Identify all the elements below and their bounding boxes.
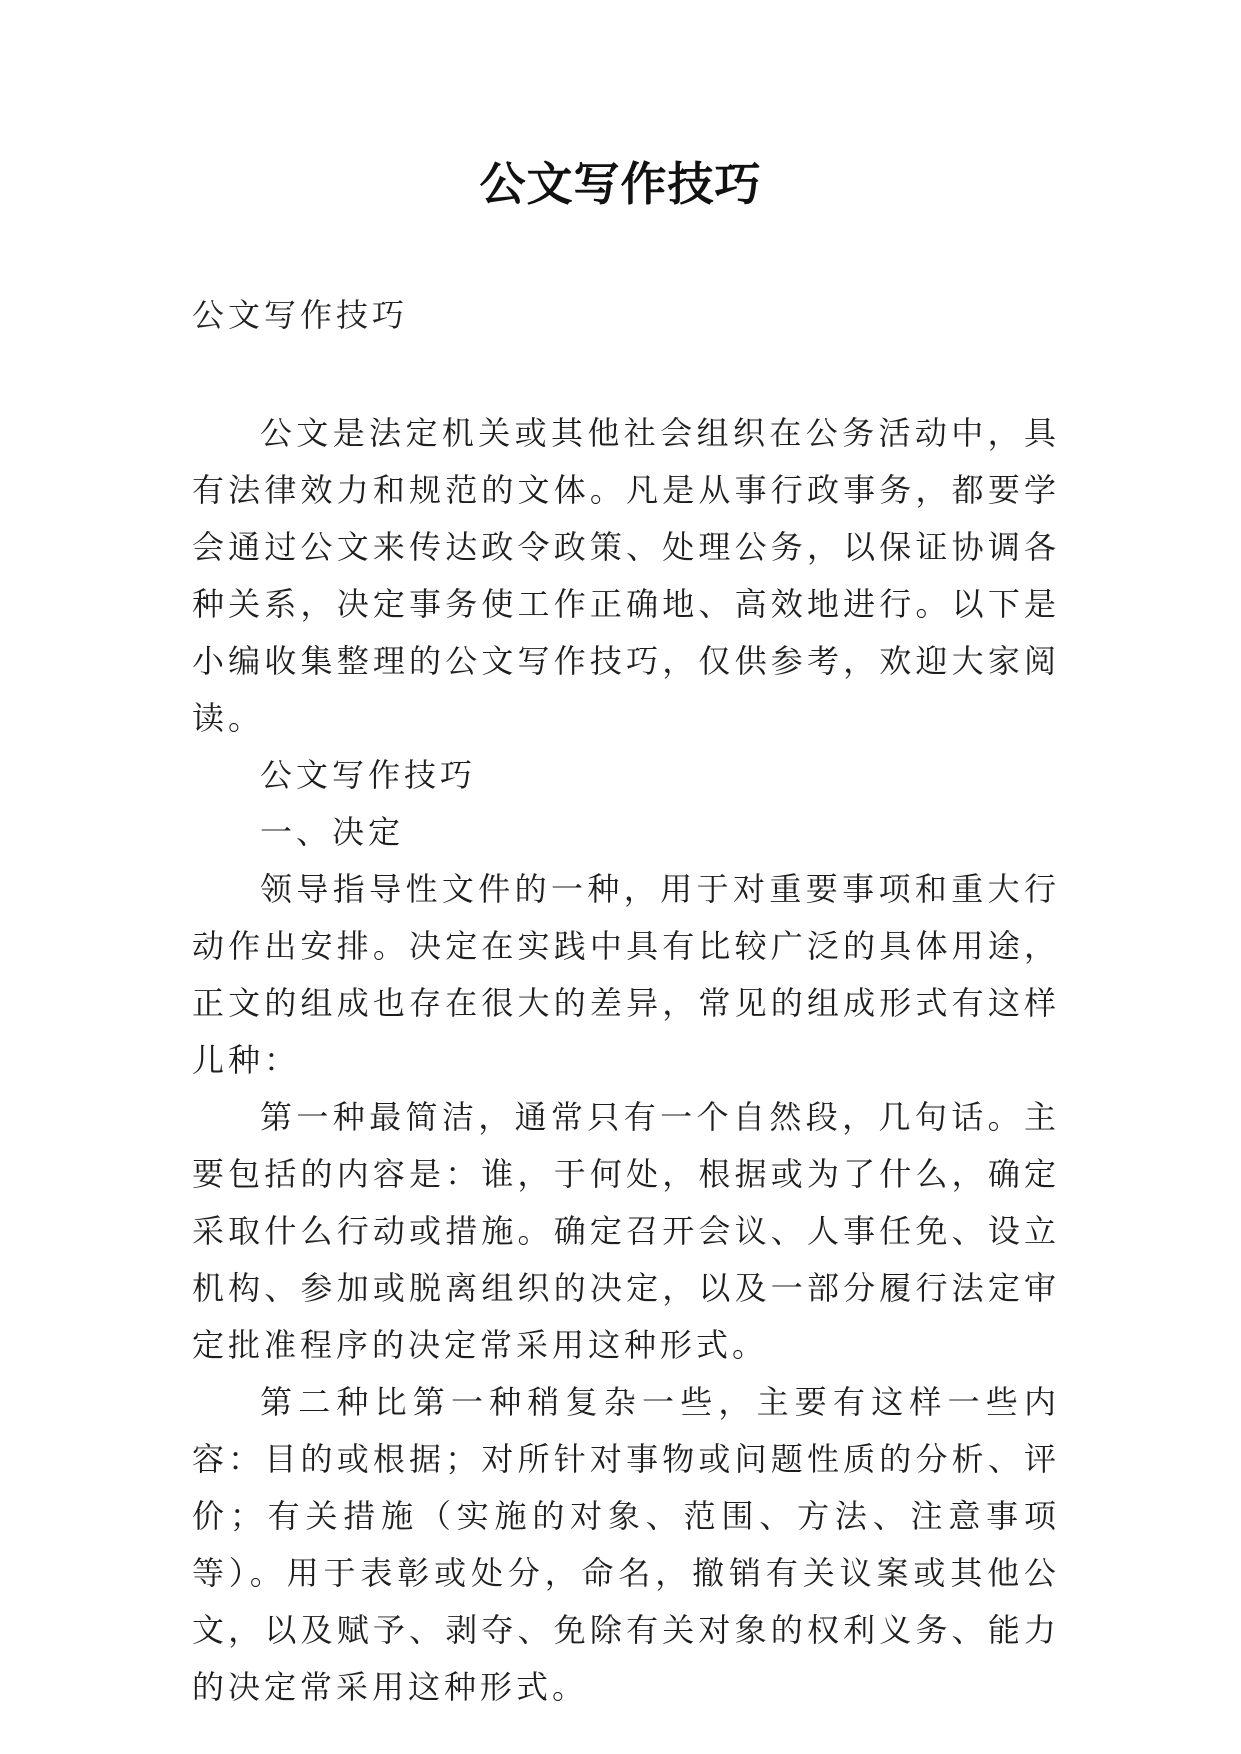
paragraph-first-type: 第一种最简洁，通常只有一个自然段，几句话。主要包括的内容是：谁，于何处，根据或为了什么，确定采取什么行动或措施。确定召开会议、人事任免、设立机构、参加或脱离组织的决定，以及一部分履行法定审定批准程序的决定常采用这种形式。 xyxy=(192,1098,1060,1364)
subsection-heading: 一、决定 xyxy=(260,813,405,851)
document-subtitle: 公文写作技巧 xyxy=(192,296,409,334)
document-body xyxy=(192,405,1060,1716)
document-title: 公文写作技巧 xyxy=(479,157,762,211)
paragraph-decision-definition: 领导指导性文件的一种，用于对重要事项和重大行动作出安排。决定在实践中具有比较广泛的具体用途，正文的组成也存在很大的差异，常见的组成形式有这样儿种： xyxy=(192,870,1060,1079)
paragraph-intro: 公文是法定机关或其他社会组织在公务活动中，具有法律效力和规范的文体。凡是从事行政事务，都要学会通过公文来传达政令政策、处理公务，以保证协调各种关系，决定事务使工作正确地、高效地进行。以下是小编收集整理的公文写作技巧，仅供参考，欢迎大家阅读。 xyxy=(192,414,1060,737)
paragraph-second-type: 第二种比第一种稍复杂一些，主要有这样一些内容：目的或根据；对所针对事物或问题性质的分析、评价；有关措施（实施的对象、范围、方法、注意事项等）。用于表彰或处分，命名，撤销有关议案或其他公文，以及赋予、剥夺、免除有关对象的权利义务、能力的决定常采用这种形式。 xyxy=(192,1383,1060,1706)
section-heading: 公文写作技巧 xyxy=(260,756,477,794)
